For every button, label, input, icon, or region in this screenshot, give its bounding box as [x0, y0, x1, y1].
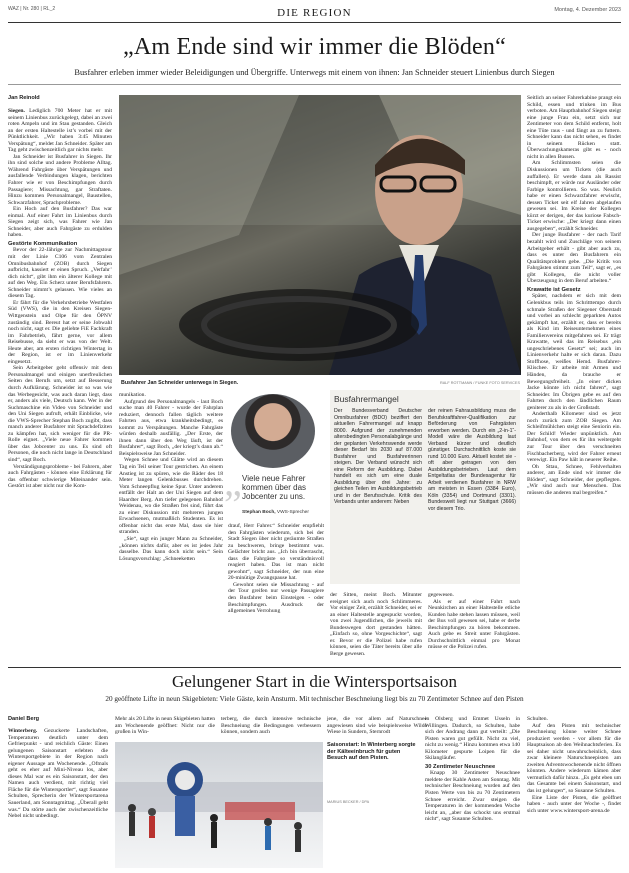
- paragraph: [119, 399, 223, 458]
- paragraph: [228, 582, 324, 615]
- paragraph-text: Anderthalb Kilometer sind es jetzt noch zurück zum ZOB Siegen. Am Schleifmühlchen steigt eine Seniorin ein. Der Schild! Wieder unpünktlich. Am Bahnhof, von dem es für ihn weitergeht zur Tour über den verschneiten Fischbacherberg, wird der Fahrer erneut verewigt. Ein Paw hält in neuerer Reihe.: [527, 411, 621, 463]
- paragraph-text: Krawatte ist Gesetz: [527, 287, 580, 293]
- quote-source-role: VWS-Sprecher: [276, 510, 309, 515]
- paragraph: [527, 464, 621, 497]
- paragraph: [8, 365, 112, 463]
- paragraph-text: Ein Hoch auf den Busfahrer? Das war einmal. Auf einer Fahrt im Linienbus durch Siegen zeigt sich, was Fahrer wie Jan Schneider, aber auch Fahrgäste zu erdulden haben.: [8, 206, 112, 238]
- article2-subhead: 20 geöffnete Lifte in neun Skigebieten: Viele Gäste, kein Ansturm. Mit technischer Beschneiung liegt bis zu 70 Zentimeter Schnee auf den Pisten: [8, 695, 621, 703]
- quote-source: [242, 510, 309, 515]
- page-header-left: WAZ | Nr. 280 | RL_2: [8, 6, 55, 12]
- paragraph: [425, 770, 520, 822]
- article1-column-2: [119, 392, 223, 660]
- paragraph-text: Wegen Schnee und Glätte wird an diesem Tag ein Teil seiner Tour gestrichen. An einem Anstieg ist zu spüren, wie die Räder des 18 Meter langen Gelenkbusses durchdrehen. Vom Schneepflug keine Spur. Unter anderem entfällt der Halt an der Uni Siegen auf dem Haardter Berg. Am tiefer gelegenen Bahnhof Weidenau, wo die Straßen frei sind, führt das zu einer Diskussion mit mehreren jungen Erwachsenen, mutmaßlich Studenten. Es ist offenbar nicht das erste Mal, dass sie hier stranden.: [119, 457, 223, 535]
- ski-photo-caption: Saisonstart: In Winterberg sorgte der Kälteeinbruch für guten Besuch auf den Pisten.: [327, 742, 417, 762]
- header-rule: [8, 22, 621, 23]
- paragraph-text: Mehr als 20 Lifte in neun Skigebieten hatten am Wochenende geöffnet: Nicht nur die großen in Win-: [115, 716, 215, 735]
- article1-author: Jan Reinold: [8, 95, 40, 101]
- paragraph: [527, 160, 621, 232]
- article2-headline: Gelungener Start in die Wintersportsaison: [0, 672, 629, 692]
- dateline: Winterberg.: [8, 728, 37, 734]
- paragraph-text: Aufgrund des Personalmangels - laut Boch suche man 40 Fahrer - wurde der Fahrplan reduziert, dennoch fallen täglich weitere Fahrten aus, etwa krankheitsbedingt, es kommt zu Verspätungen. Manche Fahrgäste würden deshalb ausfällig. „Der Erste, der ihnen dann über den Weg läuft, ist der Busfahrer“, sagt Boch, „der kriegt’s dann ab.“ Beispielsweise Jan Schneider.: [119, 399, 223, 457]
- box-column-2: der reinen Fahrausbildung muss die Berufskraftfahrer-Qualifikation zur Beförderung von Fahrgästen erworben werden. Durch ein „2-in-1“-Modell wäre die Ausbildung laut Verband kürzer und deutlich günstiger. Durchschnittlich koste sie rund 10.000 Euro. Aktuell kostet sie - oft aber getragen von den Ausbildungsbetrieben. Laut dem Entgeltatlas der Bundesagentur für Arbeit verdienen Busfahrer in NRW am meisten in Essen (3384 Euro), Köln (3354) und Dortmund (3301). Bundesweit liegt nur Stuttgart (3666) vor diesem Trio.: [428, 408, 516, 584]
- ski-photo-credit: MARIUS BECKER / DPA: [327, 800, 387, 804]
- paragraph-text: Gestörte Kommunikation: [8, 241, 77, 247]
- busfahrermangel-box: [330, 390, 520, 584]
- paragraph-text: in Olsberg und Emmet Usseln in Willingen. Dadurch, so Schulten, habe sich der Andrang dann gut verteilt: „Die Pisten waren gut gefüllt. Nicht zu viel, nicht zu wenig.“ Hinzu kommen etwa 140 Kilometer gespurte Loipen für die Skilangläufer.: [425, 716, 520, 761]
- quote-text: Viele neue Fahrer kommen über das Jobcenter zu uns.: [242, 474, 322, 501]
- paragraph-text: Sein Arbeitgeber geht offensiv mit dem Personalmangel und einigen unerfreulichen Seiten des Berufs um, setzt auf Besserung durch Aufklärung. Schneider ist so was wie das Werbegesicht, was auch daran liegt, dass er, anders als viele, Deutsch kann. Wer in der Suchmaschine ein Video von Schneider und den Uni Siegen aufruft, erhält Einblicke, wie die VWS-Sprecher Stephan Boch zugibt, dass manch anderer Busfahrer mit Sprachdefiziten zu kämpfen hat, sich weniger für die PR-Rolle eignet. „Viele neue Fahrer kommen über das Jobcenter zu uns. Es sind oft Personen, die noch nicht lange in Deutschland sind“, sagt Boch.: [8, 365, 112, 463]
- paragraph: [527, 723, 621, 795]
- paragraph-text: Später, nachdem er sich mit dem Gelenkbus teils im Schritttempo durch schmale Straßen der Siegener Oberstadt und vorbei an schlecht geparkten Autos gekämpft hat, erzählt er, dass er bereits als Kind im Reiseunternehmen eines Familienvereins mitgefahren sei. Er trägt Krawatte, weil das im Reisebus „ein ungeschriebenes Gesetz“ sei; auch im Linienverkehr halte er sich daran. Dazu Stoffhose, weißes Hemd. Busfahrer-Klischee. Er arbeite mit Armen und Händen, da brauche er Bewegungsfreiheit. „In einer dicken Jacke könnte ich nicht fahren“, sagt Schneider. Im Übrigen gebe es auf den Fahrten durch den ländlichen Raum geniterer zu als in der Großstadt.: [527, 293, 621, 410]
- paragraph-text: Als er auf einer Fahrt nach Neunkirchen an einer Haltestelle etliche Kunden habe stehen lassen müssen, weil der Bus voll gewesen sei, habe er derbe Beschimpfungen zu hören bekommen. Auch gebe es Streit unter Fahrgästen. Durchschnittlich einmal pro Monat müsse er die Polizei rufen.: [428, 599, 520, 651]
- quote-mark-icon: „: [224, 462, 242, 502]
- article1-subhead: Busfahrer erleben immer wieder Beleidigungen und Übergriffe. Unterwegs mit einem von ihnen: Jan Schneider steuert Linienbus durch Siegen: [8, 68, 621, 77]
- paragraph: [327, 716, 427, 736]
- paragraph: [119, 536, 223, 562]
- dateline: Siegen.: [8, 108, 25, 114]
- article2-author: Daniel Berg: [8, 716, 39, 722]
- paragraph-text: Er fährt für die Verkehrsbetriebe Westfalen Süd (VWS), die in den Kreisen Siegen-Wittgenstein und Olpe für den ÖPNV zuständig sind. Bereut hat er seine Jobwahl noch nicht, sagt er. Die geliehte FiE Fachkraft im Fahrbetrieb, fährt gerne, vor allem Reisebusse, da sieht er was von der Welt. Heute aber, am ersten richtigen Wintertag in der Region, ist er im Linienverkehr eingesetzt.: [8, 300, 112, 365]
- paragraph-text: Auf den Pisten mit technischer Beschneiung könne weiter Schnee produziert werden - vor allem für die Hauptsaison ab den Weihnachtsferien. Es sei daher nicht unwahrscheinlich, dass zwar kleinere Naturschneepisten am zweiten Adventswochenende nicht öffnen könnten. Andere wiederum kämen aber vermutlich dafür hinzu. „Es geht eben um das Gesamte bei einem Saisonstart, und das ist gelungen“, so Susanne Schulten.: [527, 723, 621, 794]
- paragraph: [228, 523, 324, 582]
- paragraph-text: munikation.: [119, 392, 146, 398]
- paragraph-text: Lediglich 700 Meter hat er mit seinem Linienbus zurückgelegt, dabei an zwei roten Ampeln und im Stau gestanden. Gleich an der ersten Haltestelle ist’s vorbei mit der Pünktlichkeit. „Wir haben 3:45 Minuten Verspätung“, meldet Jan Schneider. Später am Tag geht zwischenzeitlich gar nichts mehr.: [8, 108, 112, 153]
- page-date: Montag, 4. Dezember 2023: [554, 7, 621, 13]
- paragraph: [527, 95, 621, 160]
- paragraph: [8, 206, 112, 239]
- article1-column-3b: [330, 592, 422, 656]
- paragraph: [425, 716, 520, 762]
- paragraph: [8, 108, 112, 154]
- box-column-1: Der Bundesverband Deutscher Omnibusfahrer (BDO) beziffert den aktuellen Fahrermangel auf knapp 8000. Aufgrund der zunehmenden altersbedingten Personalabgänge und der geplanten Verkehrswende werde dieser Bedarf bis 2030 auf 87.000 Busfahrer und Busfahrerinnen steigen. Der Verband wünscht sich eine Reform der Ausbildung. Dabei handelt es sich um eine duale Ausbildung über drei Jahre: zu gleichen Teilen im Ausbildungsbetrieb und in der Berufsschule. Kritik des Verbands unter anderem: Neben: [334, 408, 422, 584]
- article2-column-4: [327, 716, 427, 738]
- article2-column-3: [221, 716, 321, 738]
- paragraph-text: Oh Sttau, Schnee, Fehlverhalten anderer, am Ende sind wir immer die Blöden“, sagt Schneider, der gepflegten. „Wir sind auch nur Menschen. Das müssen die anderen mal begreifen.“: [527, 464, 621, 496]
- paragraph: [527, 293, 621, 411]
- paragraph: [119, 457, 223, 536]
- paragraph-text: Am Schlimmsten seien die Diskussionen um Tickets (die auch auffallen). Er werde dann als Rassist beschimpft, er würde nur Ausländer oder Farbige kontrollieren. So was. Neulich habe er einen Schwarzfahrer erwischt, dessen Ticket seit elf Jahren abgelaufen gewesen sei. Im Kreise der Kollegen kürzt er derigen, der das kuriose Fabsch-Ticket erwische: „Der kriegt dann einen ausgegeben“, erzählt Schneider.: [527, 160, 621, 231]
- article1-column-1: [8, 108, 112, 624]
- paragraph: [527, 232, 621, 284]
- paragraph-text: gegewesen.: [428, 592, 454, 598]
- paragraph: [428, 599, 520, 651]
- paragraph: [221, 716, 321, 736]
- photo-illustration: [119, 95, 521, 375]
- paragraph: [8, 300, 112, 365]
- article2-column-1: [8, 728, 108, 868]
- ski-illustration: [115, 742, 323, 868]
- article-divider: [8, 667, 621, 668]
- paragraph-text: Bevor der 22-Jährige zur Nachmittagstour mit der Linie C106 vom Zentralen Omnibusbahnhof (ZOB) durch Siegen aufbricht, kassiert er einen Spruch. „Verfahr’ dich nicht“, gibt ihm ein älterer Kollege mit auf den Weg. Ein Scherz unter Berufsfahrern. Schneider nimmt’s gelassen. Wie vieles an diesem Tag.: [8, 247, 112, 299]
- box-title: Busfahrermangel: [334, 394, 399, 404]
- paragraph-text: Seitlich an seiner Fahrerkabine prangt ein Schild, essen und trinken im Bus verboten. Am Hauptbahnhof Siegen steigt eine junge Frau ein, setzt sich nur Zentimeter von dem Schild entfernt, holt eine Tüte raus - und fängt an zu futtern. Schneider kann das nicht sehen, es findet in seinem Rücken statt. Überwachungskameras gibt es - noch nicht in allen Bussen.: [527, 95, 621, 160]
- paragraph-text: 30 Zentimeter Neuschnee: [425, 764, 495, 770]
- paragraph-text: Verständigungsprobleme - bei Fahrern, aber auch Fahrgästen - können eine Erklärung für das offenbar schwierige Miteinander sein. Gestört ist aber nicht nur die Kom-: [8, 464, 112, 490]
- article1-column-5: [527, 95, 621, 661]
- photo-credit: RALF ROTTMANN / FUNKE FOTO SERVICES: [380, 381, 520, 385]
- paragraph-text: Der junge Busfahrer - der nach Tarif bezahlt wird und Zuschläge von seinem Arbeitgeber erhält - gibt aber auch zu, dass es unter den Busfahrern ein Qualitätsproblem gebe. „Die Kritik von Fahrgästen stimmt zum Teil“, sagt er, „es gibt Kollegen, die nicht voller Überzeugung in dem Beruf arbeiten.“: [527, 232, 621, 284]
- paragraph-text: „Sie“, sagt ein junger Mann zu Schneider, „können nichts dafür, aber es ist jedes Jahr dasselbe. Das kann doch nicht sein.“ Sein Lösungsvorschlag: „Schneeketten: [119, 536, 223, 562]
- paragraph-text: terberg, die durch intensive technische Beschneiung die Bedingungen verbessern können, sondern auch: [221, 716, 321, 735]
- paragraph: [8, 728, 108, 820]
- paragraph-text: drauf, Herr Fahrer.“ Schneider empfiehlt den Fahrgästen wiederum, sich bei der Stadt Siegen über nicht geräumte Straßen zu beschweren, bringe bestimmt was. Gelächter bricht aus. „Ich bin überrascht, dass die Fahrgäste so verständnisvoll reagiert haben. Das ist man nicht gewohnt“, sagt Schneider, der nun eine 20-minütige Zwangspause hat.: [228, 523, 324, 581]
- paragraph: [330, 592, 422, 657]
- paragraph-text: jene, die vor allem auf Naturschnee angewiesen sind wie beispielsweise Wilde Wiese in Sundern, Sternrodt: [327, 716, 427, 735]
- article2-column-2: [115, 716, 215, 738]
- article2-column-6: [527, 716, 621, 868]
- section-title: DIE REGION: [0, 7, 629, 19]
- paragraph-text: Eine Liste der Pisten, die geöffnet haben - auch unter der Woche -, findet sich unter www.wintersport-arena.de: [527, 795, 621, 814]
- paragraph-text: Jan Schneider ist Busfahrer in Siegen. Ihr ihn sind solche und andere Probleme Alltag. Während Fahrgäste über Verspätungen und ausfallende Verbindungen klagen, berichten Fahrer wie er von Beschimpfungen durch Passagiere; Missachtung, gar Straftaten. Hinzu kommen Personalmangel, Baustellen, Schwarzfahrer, Sprachprobleme.: [8, 154, 112, 206]
- paragraph-text: Gezuckerte Landschaften, Temperaturen deutlich unter dem Gefrierpunkt - und reichlich Gäste: Einen gelungenen Saisonstart erlebten die Wintersportgebiete in der Region nach eigener Aussage am Wochenende. „Ofmals geht es eher auf Mini-Niveau los, aber dieses Mal war es ein Saisonstart, der den Namen auch verdient, mit richtig viel Fläche für die Wintersportler“, sagt Susanne Schulten, Sprecherin der Wintersportarena Sauerland, am Sonntagmittag. „Überall geht was.“ Da störte auch der zwischenzeitliche Nebel nicht unbedingt.: [8, 728, 108, 819]
- paragraph: [8, 247, 112, 299]
- article2-column-5: [425, 716, 520, 868]
- paragraph-text: Knapp 30 Zentimeter Neuschnee meldete der Kahle Asten am Sonntag. Mit technischer Beschneiung wurden auf den Pisten Werte von bis zu 70 Zentimetern Schnee erreicht. Zwar steigen die Temperaturen in der kommenden Woche leicht an, „aber das schockt uns erstmal nicht“, sagt Susanne Schulten.: [425, 770, 520, 822]
- ski-photo: [115, 742, 323, 868]
- quote-portrait: [231, 394, 315, 468]
- quote-box: [228, 392, 324, 520]
- paragraph: [527, 795, 621, 815]
- article1-column-4b: [428, 592, 520, 656]
- article1-column-3: [228, 523, 324, 587]
- busdriver-photo: [119, 95, 521, 375]
- paragraph-text: der Sitten, meint Boch. Mitunter ereignet sich auch noch Schlimmeres. Vor einiger Zeit, erzählt Schneider, sei er an einer Haltestelle angespuckt worden, von zwei Jugendlichen, die jeweils mit Bundeswegen dort gestanden hätten. „Einfach so, ohne Vorgeschichte“, sagt er. Bevor er die Polizei habe rufen können, seien die Täter bereits über alle Berge gewesen.: [330, 592, 422, 657]
- quote-source-name: Stephan Boch,: [242, 510, 276, 515]
- paragraph: [8, 464, 112, 490]
- article1-headline: „Am Ende sind wir immer die Blöden“: [0, 34, 629, 61]
- paragraph: [8, 154, 112, 206]
- photo-caption: Busfahrer Jan Schneider unterwegs in Siegen.: [121, 380, 238, 386]
- paragraph-text: Schulten.: [527, 716, 548, 722]
- paragraph: [115, 716, 215, 736]
- paragraph: [527, 411, 621, 463]
- paragraph-text: Gewohnt seien sie Missachtung - auf der Tour greifen nur wenige Passagiere den Busfahrer beim Einsteigen - oder Beschimpfungen. Ausdruck der allgemeinen Verrohung: [228, 582, 324, 614]
